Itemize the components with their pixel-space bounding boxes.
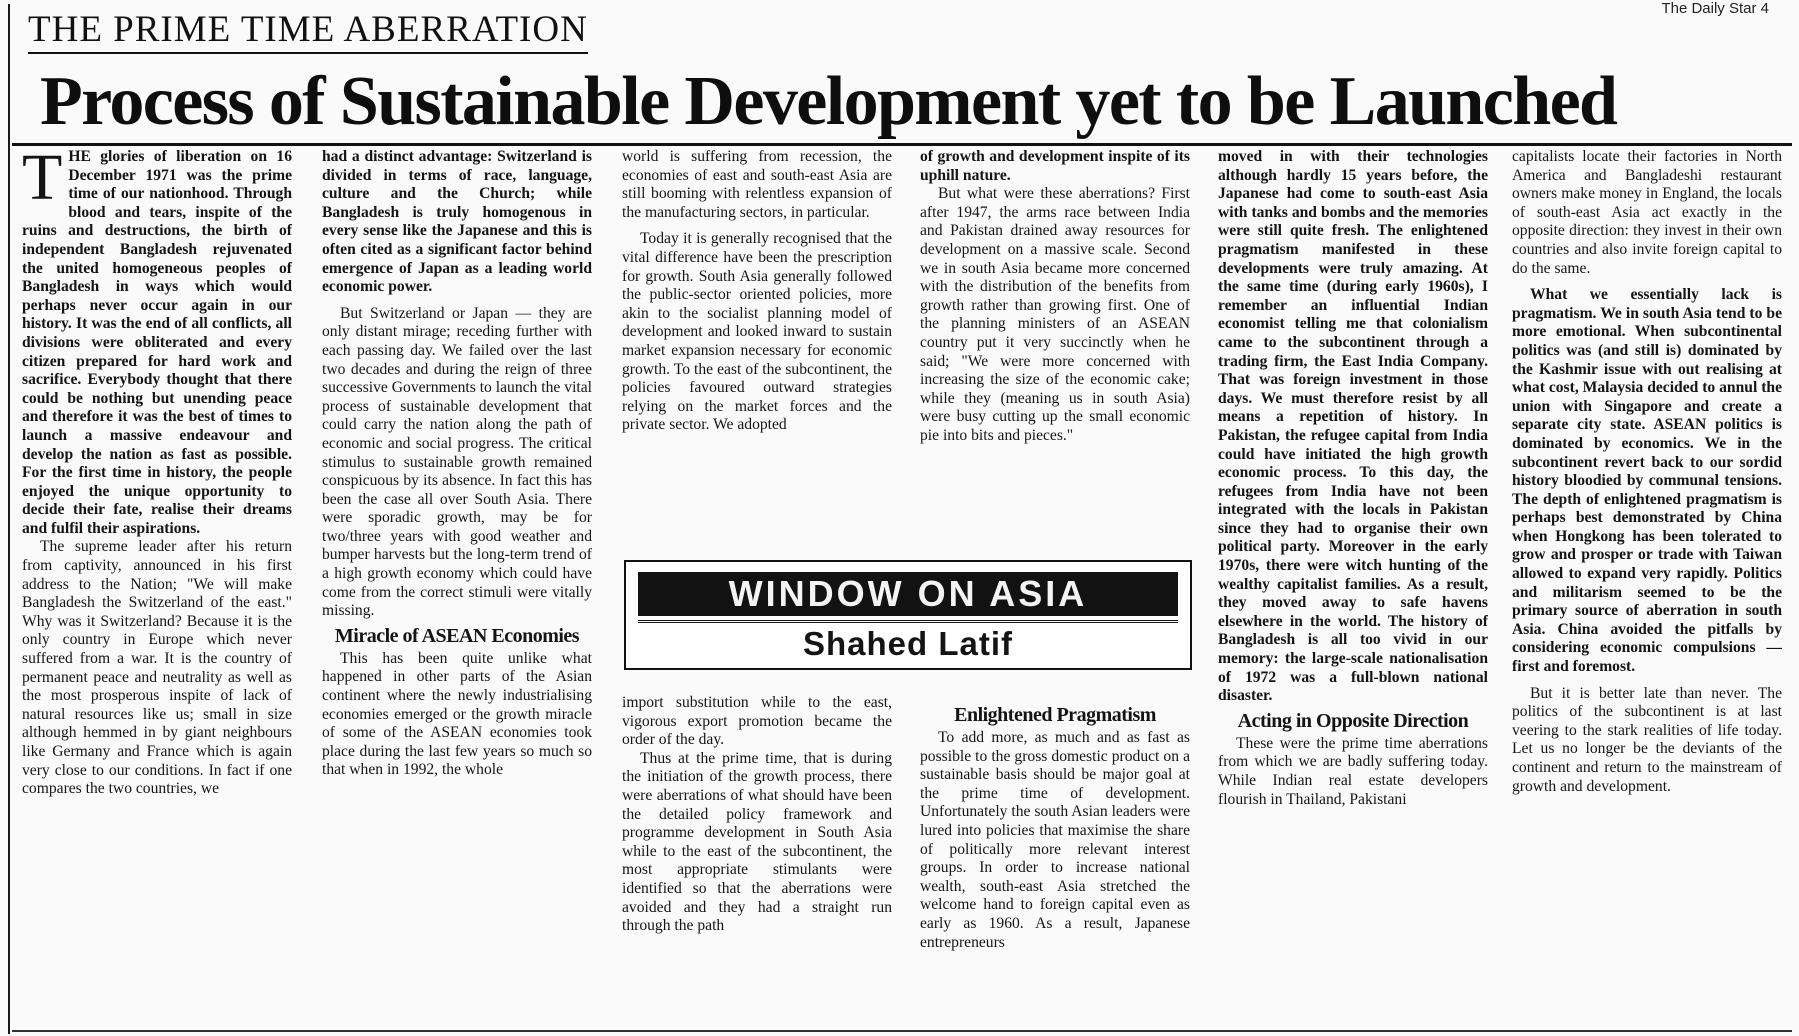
subheading-miracle-of-asean: Miracle of ASEAN Economies — [334, 624, 580, 647]
bottom-rule — [12, 1030, 1792, 1032]
banner-author: Shahed Latif — [638, 620, 1178, 665]
paragraph: import substitution while to the east, vigorous export promotion became the order of the day. — [622, 694, 892, 749]
paragraph: But Switzerland or Japan — they are only distant mirage; receding further with each passing day. We failed over the last two decades and during the reign of three successive Governments to launch the vital process of sustainable development that could carry the nation along the path of economic and social progress. The critical stimulus to sustainable growth remained conspicuous by its absence. In fact this has been the case all over South Asia. There were sporadic growth, may be for two/three years with good weather and bumper harvests but the long-term trend of a high growth economy which could have come from the correct stimuli were vitally missing. — [322, 304, 592, 620]
column-3-top — [622, 148, 892, 552]
left-border-rule — [8, 4, 10, 1034]
column-6 — [1512, 148, 1782, 1028]
column-4-bottom — [920, 700, 1190, 1028]
column-banner — [624, 560, 1192, 670]
headline-rule — [12, 143, 1792, 146]
subheading-enlightened-pragmatism: Enlightened Pragmatism — [954, 704, 1156, 726]
subheading-acting-in-opposite-direction: Acting in Opposite Direction — [1237, 709, 1469, 732]
paragraph: What we essentially lack is pragmatism. We in south Asia tend to be more emotional. When subcontinental politics was (and still is) dominated by the Kashmir issue with out realising at what cost, Malaysia decided to annul the union with Singapore and create a separate city state. ASEAN politics is dominated by economics. We in the subcontinent revert back to our sordid history bloodied by communal tensions. The depth of enlightened pragmatism is perhaps best demonstrated by China when Hongkong has been tolerated to grow and prosper or trade with Taiwan allowed to expand very rapidly. Politics and militarism seemed to be the primary source of aberration in south Asia. China avoided the pitfalls by considering economic compulsions — first and foremost. — [1512, 286, 1782, 676]
masthead-label: The Daily Star 4 — [1661, 0, 1769, 17]
paragraph: But what were these aberrations? First after 1947, the arms race between India and Pakistan drained away resources for development on a massive scale. Second we in south Asia became more concerned with the distribution of the benefits from growth rather than growing first. One of the planning ministers of an ASEAN country put it very succinctly when he said; "We were more concerned with increasing the size of the economic cake; while they (meaning us in south Asia) were busy cutting up the small economic pie into bits and pieces." — [920, 185, 1190, 444]
paragraph: HE glories of liberation on 16 December 1971 was the prime time of our nationhood. Through blood and tears, inspite of the ruins and destructions, the birth of independent Bangladesh rejuvenated the united homogeneous peoples of Bangladesh in ways which would perhaps never occur again in our history. It was the end of all conflicts, all divisions were obliterated and every citizen prepared for hard work and sacrifice. Everybody thought that there could be nothing but unending peace and therefore it was the best of times to launch a massive endeavour and develop the nation as fast as possible. For the first time in history, the people enjoyed the unique opportunity to decide their fate, realise their dreams and fulfil their aspirations. — [22, 148, 292, 537]
paragraph: capitalists locate their factories in North America and Bangladeshi restaurant owners make money in England, the locals of south-east Asia act exactly in the opposite direction: they invest in their own countries and also invite foreign capital to do the same. — [1512, 148, 1782, 277]
paragraph: But it is better late than never. The politics of the subcontinent is at last veering to the stark realities of life today. Let us no longer be the deviants of the continent and return to the mainstream of growth and development. — [1512, 684, 1782, 795]
column-1 — [22, 148, 292, 1028]
column-3-bottom — [622, 694, 892, 1028]
paragraph: Thus at the prime time, that is during the initiation of the growth process, there were aberrations of what should have been the detailed policy framework and programme development in South Asia while to the east of the subcontinent, the most appropriate stimulants were identified so that the aberrations were avoided and they had a straight run through the path — [622, 749, 892, 935]
column-5 — [1218, 148, 1488, 1028]
paragraph: To add more, as much and as fast as possible to the gross domestic product on a sustainable basis should be major goal at the prime time of development. Unfortunately the south Asian leaders were lured into policies that maximise the share of politically more relevant interest groups. In order to increase national wealth, south-east Asia stretched the welcome hand to foreign capital even as early as 1960. As a result, Japanese entrepreneurs — [920, 729, 1190, 951]
paragraph: Today it is generally recognised that the vital difference have been the prescription for growth. South Asia generally followed the public-sector oriented policies, more akin to the socialist planning model of development and looked inward to sustain market expansion necessary for economic growth. To the east of the subcontinent, the policies favoured outward strategies relying on the market forces and the private sector. We adopted — [622, 230, 892, 434]
column-2 — [322, 148, 592, 1028]
paragraph: of growth and development inspite of its uphill nature. — [920, 148, 1190, 184]
paragraph: The supreme leader after his return from captivity, announced in his first address to the Nation; "We will make Bangladesh the Switzerland of the east." Why was it Switzerland? Because it is the only country in Europe which never suffered from a war. It is the country of permanent peace and neutrality as well as the most prosperous inspite of lack of natural resources like us; small in size although hemmed in by giant neighbours like Germany and France which is again very close to our conditions. In fact if one compares the two countries, we — [22, 538, 292, 798]
banner-title: WINDOW ON ASIA — [638, 572, 1178, 616]
paragraph: These were the prime time aberrations from which we are badly suffering today. While Indian real estate developers flourish in Thailand, Pakistani — [1218, 734, 1488, 808]
headline: Process of Sustainable Development yet to be Launched — [40, 63, 1617, 140]
paragraph: had a distinct advantage: Switzerland is divided in terms of race, language, culture and the Church; while Bangladesh is truly homogenous in every sense like the Japanese and this is often cited as a significant factor behind emergence of Japan as a leading world economic power. — [322, 148, 592, 296]
paragraph: This has been quite unlike what happened in other parts of the Asian continent where the newly industrialising economies emerged or the growth miracle of some of the ASEAN economies took place during the last few years so much so that when in 1992, the whole — [322, 649, 592, 779]
column-4-top — [920, 148, 1190, 552]
section-kicker: THE PRIME TIME ABERRATION — [28, 10, 588, 54]
drop-cap: T — [22, 148, 63, 214]
paragraph: moved in with their technologies although hardly 15 years before, the Japanese had come to south-east Asia with tanks and bombs and the memories were still quite fresh. The enlightened pragmatism manifested in these developments were truly amazing. At the same time (during early 1960s), I remember an influential Indian economist telling me that colonialism came to the subcontinent through a trading firm, the East India Company. That was foreign investment in those days. We must therefore resist by all means a repetition of history. In Pakistan, the refugee capital from India could have initiated the high growth economic process. To this day, the refugees from India have not been integrated with the locals in Pakistan since they had to organise their own political party. Moreover in the early 1970s, there were witch hunting of the wealthy capitalist families. As a result, they moved away to safe havens elsewhere in the world. The history of Bangladesh is all too vivid in our memory: the large-scale nationalisation of 1972 was a full-blown national disaster. — [1218, 148, 1488, 705]
paragraph: world is suffering from recession, the economies of east and south-east Asia are still booming with relentless expansion of the manufacturing sectors, in particular. — [622, 148, 892, 221]
